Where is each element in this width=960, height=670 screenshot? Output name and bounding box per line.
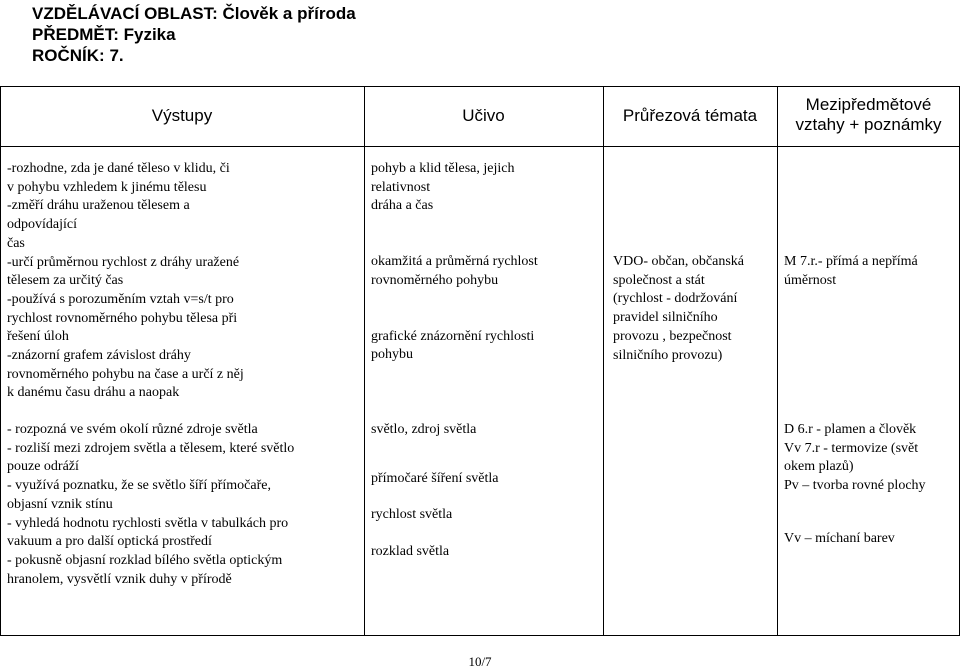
list-item: rychlost světla [371, 507, 453, 523]
list-item: k danému času dráhu a naopak [7, 385, 180, 401]
list-item: řešení úloh [7, 329, 69, 345]
column-header-vystupy: Výstupy [151, 106, 213, 125]
table-top-border [0, 86, 960, 87]
spacer [371, 291, 601, 328]
document-header [32, 3, 356, 66]
list-item: pouze odráží [7, 459, 79, 475]
column-header-mezipredmetove [777, 95, 960, 135]
list-item: Pv – tvorba rovné plochy [784, 478, 926, 494]
list-item: rozklad světla [371, 544, 450, 560]
header-rocnik: ROČNÍK: 7. [32, 46, 124, 65]
col-separator-1 [364, 86, 365, 636]
list-item: pohyb a klid tělesa, jejich [371, 161, 515, 176]
column-header-ucivo: Učivo [462, 106, 505, 125]
col-separator-3 [777, 86, 778, 636]
row2-ucivo [371, 421, 601, 562]
list-item: (rychlost - dodržování [613, 291, 738, 307]
list-item: přímočaré šíření světla [371, 470, 499, 486]
list-item: úměrnost [784, 272, 837, 288]
list-item: M 7.r.- přímá a nepřímá [784, 254, 918, 269]
list-item: rovnoměrného pohybu [371, 272, 499, 288]
spacer [784, 496, 956, 530]
page-number: 10/7 [468, 654, 492, 669]
spacer [371, 216, 601, 253]
list-item: - rozliší mezi zdrojem světla a tělesem, které světlo [7, 440, 295, 456]
row1-ucivo [371, 160, 601, 365]
list-item: - využívá poznatku, že se světlo šíří přímočaře, [7, 478, 271, 494]
list-item: silničního provozu) [613, 347, 723, 363]
list-item: - pokusně objasní rozklad bílého světla optickým [7, 552, 283, 568]
list-item: objasní vznik stínu [7, 496, 113, 512]
list-item: rychlost rovnoměrného pohybu tělesa při [7, 310, 238, 326]
column-header-prurezova: Průřezová témata [622, 106, 758, 125]
list-item: D 6.r - plamen a člověk [784, 422, 917, 437]
column-header-mezi-line1: Mezipředmětové [805, 95, 932, 114]
list-item: tělesem za určitý čas [7, 273, 124, 289]
list-item: -rozhodne, zda je dané těleso v klidu, či [7, 161, 230, 176]
list-item: odpovídající [7, 217, 77, 233]
spacer [371, 488, 601, 506]
list-item: grafické znázornění rychlosti [371, 328, 535, 344]
list-item: pohybu [371, 347, 413, 363]
table-left-border [0, 86, 1, 636]
table-bottom-border [0, 635, 960, 636]
list-item: v pohybu vzhledem k jinému tělesu [7, 179, 207, 195]
list-item: -určí průměrnou rychlost z dráhy uražené [7, 254, 240, 270]
list-item: čas [7, 235, 25, 251]
spacer [371, 440, 601, 470]
header-oblast: VZDĚLÁVACÍ OBLAST: Člověk a příroda [32, 4, 356, 23]
list-item: okamžitá a průměrná rychlost [371, 254, 538, 270]
list-item: -znázorní grafem závislost dráhy [7, 348, 191, 364]
list-item: světlo, zdroj světla [371, 422, 477, 437]
list-item: - vyhledá hodnotu rychlosti světla v tabulkách pro [7, 515, 289, 531]
list-item: dráha a čas [371, 198, 434, 214]
list-item: společnost a stát [613, 272, 705, 288]
spacer [371, 525, 601, 543]
list-item: relativnost [371, 179, 431, 195]
column-header-mezi-line2: vztahy + poznámky [795, 115, 942, 134]
list-item: okem plazů) [784, 459, 854, 475]
list-item: -používá s porozuměním vztah v=s/t pro [7, 291, 234, 307]
header-predmet: PŘEDMĚT: Fyzika [32, 25, 176, 44]
curriculum-table [0, 86, 960, 636]
list-item: -změří dráhu uraženou tělesem a [7, 198, 190, 214]
header-row-border [0, 146, 960, 147]
row1-prurezova [613, 253, 775, 365]
row2-mezipredmetove [784, 421, 956, 549]
row1-vystupy [7, 160, 362, 403]
list-item: hranolem, vysvětlí vznik duhy v přírodě [7, 571, 232, 587]
list-item: provozu , bezpečnost [613, 328, 732, 344]
list-item: rovnoměrného pohybu na čase a určí z něj [7, 366, 244, 382]
row1-mezipredmetove [784, 253, 956, 290]
list-item: VDO- občan, občanská [613, 254, 745, 269]
list-item: Vv 7.r - termovize (svět [784, 440, 919, 456]
row2-vystupy [7, 421, 362, 589]
col-separator-2 [603, 86, 604, 636]
list-item: Vv – míchaní barev [784, 530, 895, 546]
list-item: pravidel silničního [613, 310, 718, 326]
list-item: vakuum a pro další optická prostředí [7, 534, 212, 550]
list-item: - rozpozná ve svém okolí různé zdroje světla [7, 422, 258, 437]
